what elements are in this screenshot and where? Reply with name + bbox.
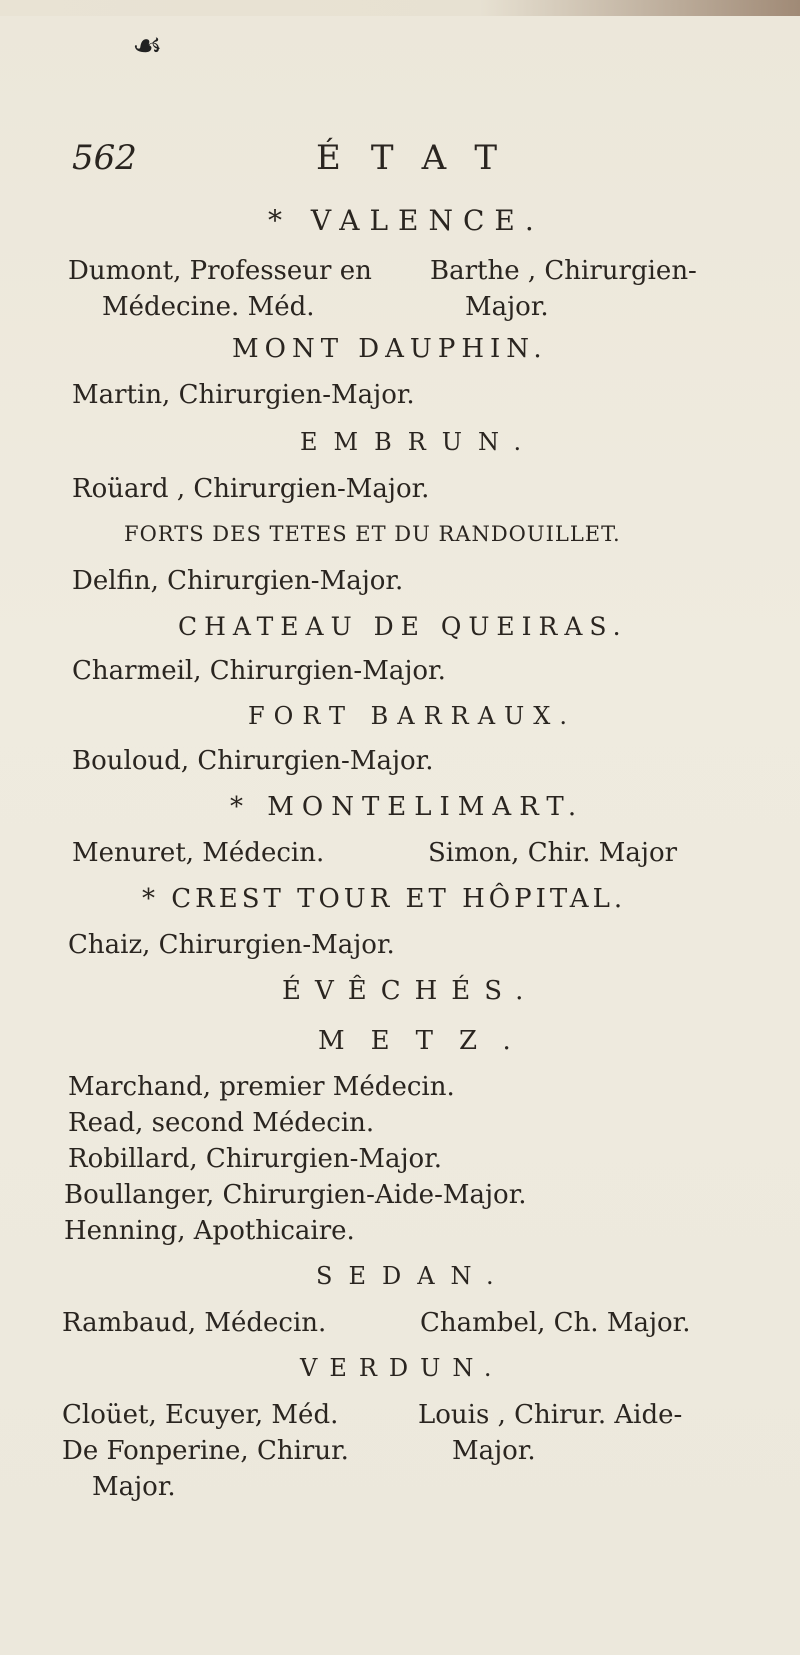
montelimart-left: Menuret, Médecin. [72, 838, 325, 868]
metz-line-1: Marchand, premier Médecin. [68, 1072, 455, 1102]
metz-line-2: Read, second Médecin. [68, 1108, 375, 1138]
sedan-right: Chambel, Ch. Major. [420, 1308, 691, 1338]
metz-line-3: Robillard, Chirurgien-Major. [68, 1144, 443, 1174]
crest-line: Chaiz, Chirurgien-Major. [68, 930, 395, 960]
valence-left-line1: Dumont, Professeur en [68, 256, 372, 286]
verdun-right-line1: Louis , Chirur. Aide- [418, 1400, 683, 1430]
valence-right-line2: Major. [465, 292, 549, 322]
section-title-valence: * VALENCE. [268, 204, 544, 237]
section-title-fort-barraux: FORT BARRAUX. [248, 702, 576, 730]
page-top-edge [0, 0, 800, 16]
montelimart-right: Simon, Chir. Major [428, 838, 678, 868]
fort-barraux-line: Bouloud, Chirurgien-Major. [72, 746, 434, 776]
section-title-eveches: ÉVÊCHÉS. [282, 976, 538, 1006]
section-title-embrun: EMBRUN. [300, 428, 538, 456]
verdun-left-line2: De Fonperine, Chirur. [62, 1436, 349, 1466]
mont-dauphin-line: Martin, Chirurgien-Major. [72, 380, 415, 410]
forts-line: Delfin, Chirurgien-Major. [72, 566, 404, 596]
verdun-left-line1: Cloüet, Ecuyer, Méd. [62, 1400, 339, 1430]
page-number: 562 [72, 138, 137, 178]
section-title-montelimart: * MONTELIMART. [230, 792, 585, 822]
verdun-left-line3: Major. [92, 1472, 176, 1502]
metz-line-4: Boullanger, Chirurgien-Aide-Major. [64, 1180, 527, 1210]
section-title-crest: * CREST TOUR ET HÔPITAL. [142, 884, 627, 914]
metz-line-5: Henning, Apothicaire. [64, 1216, 355, 1246]
section-title-metz: METZ. [318, 1026, 537, 1056]
sedan-left: Rambaud, Médecin. [62, 1308, 327, 1338]
section-title-mont-dauphin: MONT DAUPHIN. [232, 334, 548, 364]
section-title-queiras: CHATEAU DE QUEIRAS. [178, 612, 628, 641]
valence-right-line1: Barthe , Chirurgien- [430, 256, 697, 286]
ink-mark-icon: ☙ [132, 26, 163, 66]
embrun-line: Roüard , Chirurgien-Major. [72, 474, 430, 504]
section-title-forts: FORTS DES TETES ET DU RANDOUILLET. [124, 522, 621, 546]
running-head: ÉTAT [316, 138, 528, 178]
verdun-right-line2: Major. [452, 1436, 536, 1466]
section-title-sedan: SEDAN. [316, 1262, 510, 1290]
valence-left-line2: Médecine. Méd. [102, 292, 315, 322]
queiras-line: Charmeil, Chirurgien-Major. [72, 656, 446, 686]
section-title-verdun: VERDUN. [300, 1354, 504, 1382]
